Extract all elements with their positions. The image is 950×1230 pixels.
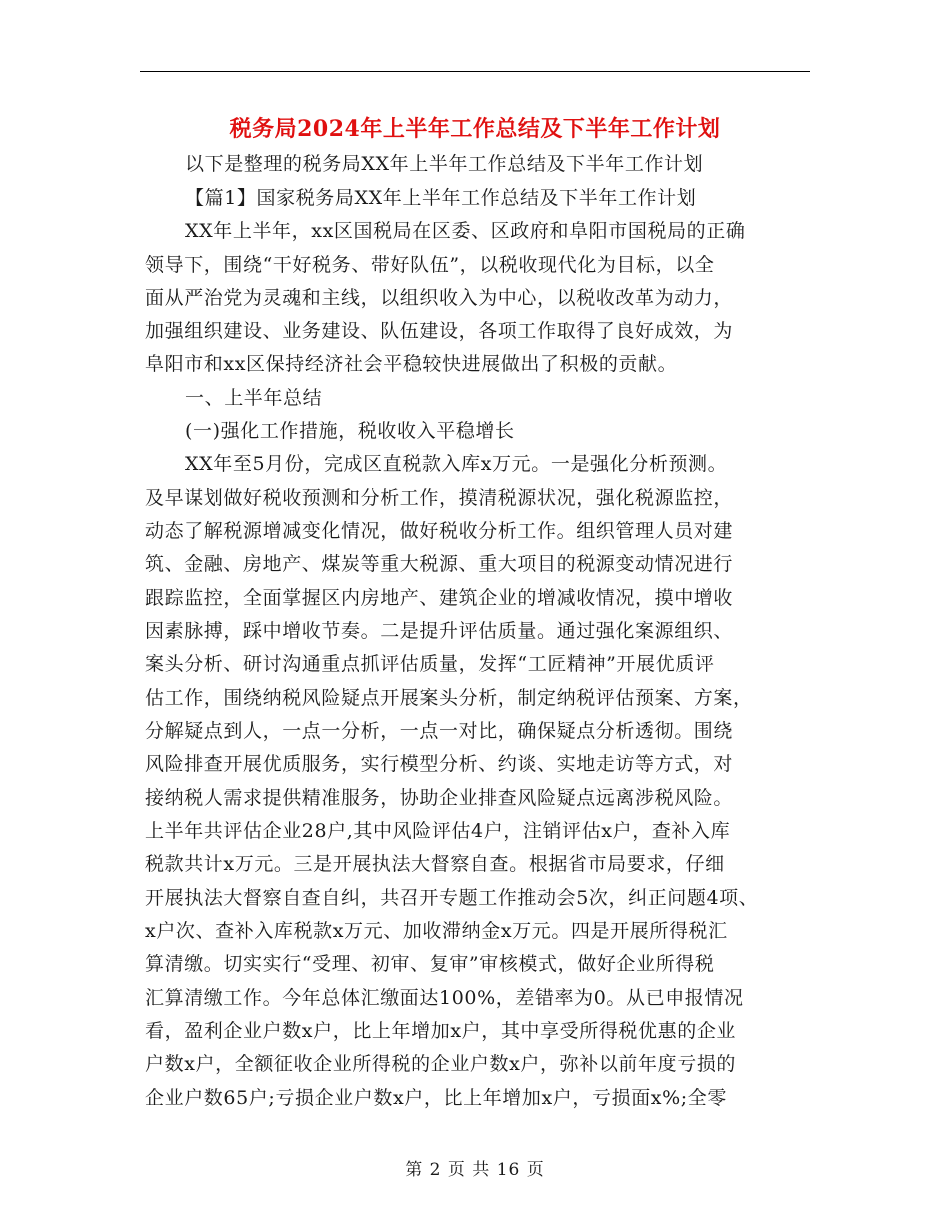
paragraph-line: 风险排查开展优质服务，实行模型分析、约谈、实地走访等方式，对 — [145, 753, 734, 775]
paragraph-line: 汇算清缴工作。今年总体汇缴面达100%，差错率为0。从已申报情况 — [145, 987, 744, 1009]
paragraph-line: 算清缴。切实实行“受理、初审、复审”审核模式，做好企业所得税 — [145, 953, 715, 975]
header-rule — [140, 71, 810, 72]
paragraph-line: 企业户数65户;亏损企业户数x户，比上年增加x户，亏损面x%;全零 — [145, 1087, 727, 1109]
paragraph-line: 看，盈利企业户数x户，比上年增加x户，其中享受所得税优惠的企业 — [145, 1020, 737, 1042]
paragraph-line: 案头分析、研讨沟通重点抓评估质量，发挥“工匠精神”开展优质评 — [145, 653, 715, 675]
document-title: 税务局2024年上半年工作总结及下半年工作计划 — [229, 116, 721, 142]
paragraph-line: 领导下，围绕“干好税务、带好队伍”，以税收现代化为目标，以全 — [145, 254, 715, 276]
paragraph-line: XX年上半年，xx区国税局在区委、区政府和阜阳市国税局的正确 — [185, 220, 746, 242]
paragraph-line: 户数x户，全额征收企业所得税的企业户数x户，弥补以前年度亏损的 — [145, 1053, 737, 1075]
paragraph-line: 税款共计x万元。三是开展执法大督察自查。根据省市局要求，仔细 — [145, 853, 725, 875]
paragraph-line: 分解疑点到人，一点一分析，一点一对比，确保疑点分析透彻。围绕 — [145, 720, 734, 742]
section-heading: 【篇1】国家税务局XX年上半年工作总结及下半年工作计划 — [185, 187, 697, 209]
paragraph-line: 阜阳市和xx区保持经济社会平稳较快进展做出了积极的贡献。 — [145, 353, 678, 375]
subheading: 一、上半年总结 — [185, 387, 323, 409]
paragraph-line: 加强组织建设、业务建设、队伍建设，各项工作取得了良好成效，为 — [145, 320, 734, 342]
paragraph-line: 上半年共评估企业28户,其中风险评估4户，注销评估x户，查补入库 — [145, 820, 731, 842]
intro-line: 以下是整理的税务局XX年上半年工作总结及下半年工作计划 — [185, 153, 704, 175]
paragraph-line: 及早谋划做好税收预测和分析工作，摸清税源状况，强化税源监控， — [145, 487, 734, 509]
paragraph-line: 筑、金融、房地产、煤炭等重大税源、重大项目的税源变动情况进行 — [145, 553, 734, 575]
subheading: (一)强化工作措施，税收收入平稳增长 — [185, 420, 515, 442]
paragraph-line: 面从严治党为灵魂和主线，以组织收入为中心，以税收改革为动力， — [145, 287, 734, 309]
paragraph-line: 跟踪监控，全面掌握区内房地产、建筑企业的增减收情况，摸中增收 — [145, 587, 734, 609]
paragraph-line: 因素脉搏，踩中增收节奏。二是提升评估质量。通过强化案源组织、 — [145, 620, 734, 642]
paragraph-line: 估工作，围绕纳税风险疑点开展案头分析，制定纳税评估预案、方案， — [145, 687, 753, 709]
paragraph-line: 开展执法大督察自查自纠，共召开专题工作推动会5次，纠正问题4项、 — [145, 887, 759, 909]
paragraph-line: 动态了解税源增减变化情况，做好税收分析工作。组织管理人员对建 — [145, 520, 734, 542]
paragraph-line: XX年至5月份，完成区直税款入库x万元。一是强化分析预测。 — [185, 453, 728, 475]
paragraph-line: x户次、查补入库税款x万元、加收滞纳金x万元。四是开展所得税汇 — [145, 920, 728, 942]
page-number: 第 2 页 共 16 页 — [405, 1160, 545, 1180]
paragraph-line: 接纳税人需求提供精准服务，协助企业排查风险疑点远离涉税风险。 — [145, 787, 734, 809]
